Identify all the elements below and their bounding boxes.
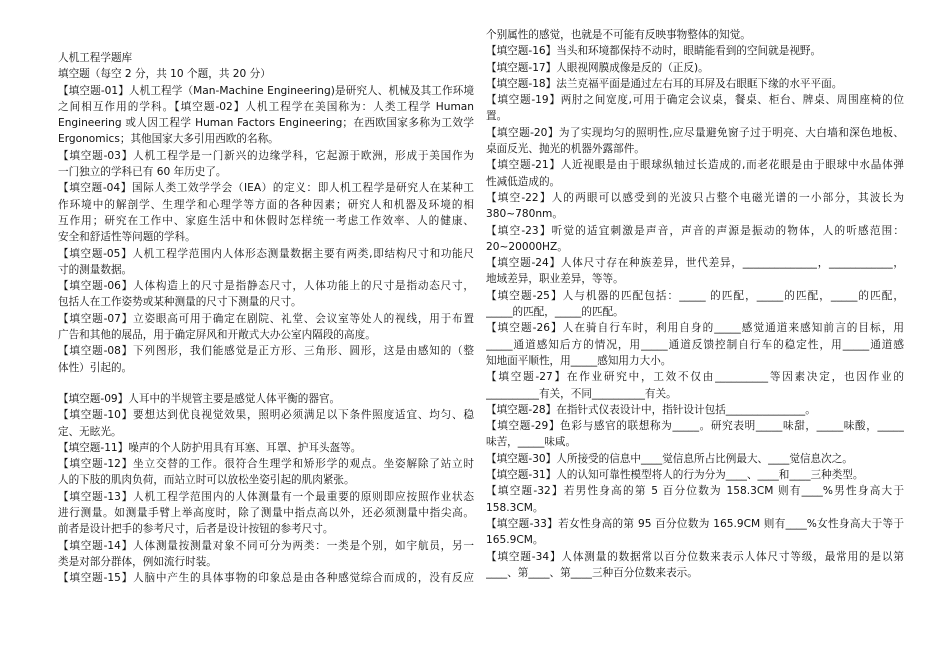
text-line: 【填空题-28】在指针式仪表设计中，指针设计包括_______________。: [486, 403, 816, 416]
text-line: ____、第____、第____三种百分位数来表示。: [486, 566, 698, 579]
text-line: 165.9CM。: [486, 534, 544, 547]
text-line: 【填空题-19】两肘之间宽度,可用于确定会议桌，餐桌、柜台、牌桌、周围座椅的位: [486, 94, 904, 107]
text-line: 【填空题-24】人体尺寸存在种族差异，世代差异，______________，____________，: [486, 257, 904, 270]
text-line: 味苦，_____味咸。: [486, 436, 577, 449]
text-line: 体性）引起的。: [58, 361, 133, 374]
text-line: 【填空题-33】若女性身高的第 95 百分位数为 165.9CM 则有____%女性身高大于等于: [486, 517, 904, 530]
text-line: 【填空题-18】法兰克福平面是通过左右耳的耳屏及右眼眶下缘的水平平面。: [486, 77, 843, 90]
text-line: 【填空题-30】人所接受的信息中____觉信息所占比例最大、____觉信息次之。: [486, 452, 853, 465]
text-line: 性减低造成的。: [486, 175, 561, 188]
text-line: 作环境中的解剖学、生理学和心理学等方面的各种因素；研究人和机器及环境的相: [58, 198, 474, 211]
text-line: 【填空题-16】当头和环境都保持不动时，眼睛能看到的空间就是视野。: [486, 45, 822, 58]
text-line: 【填空题-26】人在骑自行车时，利用自身的_____感觉通道来感知前言的目标，用: [486, 322, 904, 335]
text-line: 人机工程学题库: [58, 52, 133, 64]
right-column: [486, 0, 904, 581]
text-line: 【填空-23】听觉的适宜刺激是声音，声音的声源是振动的物体，人的听感范围：: [486, 224, 904, 237]
text-line: 填空题（每空 2 分，共 10 个题，共 20 分）: [58, 68, 271, 81]
text-line: 【填空题-25】人与机器的匹配包括：_____ 的匹配，_____的匹配，_____的匹配，: [486, 289, 904, 302]
text-line: 【填空题-21】人近视眼是由于眼球纵轴过长造成的,而老花眼是由于眼球中水晶体弹: [486, 159, 904, 172]
text-line: 20~20000HZ。: [486, 240, 568, 253]
text-line: 前者是设计把手的参考尺寸，后者是设计按钮的参考尺寸。: [58, 523, 334, 536]
text-line: 【填空题-11】噪声的个人防护用具有耳塞、耳罩、护耳头盔等。: [58, 441, 362, 454]
text-line: 置。: [486, 110, 508, 123]
text-line: 【填空题-17】人眼视网膜成像是反的（正反)。: [486, 61, 709, 74]
text-line: 【填空题-04】国际人类工效学学会（IEA）的定义：即人机工程学是研究人在某种工: [58, 182, 474, 195]
text-line: 安全和舒适性等问题的学科。: [58, 231, 196, 244]
text-line: 【填空题-01】人机工程学（Man-Machine Engineering)是研究人、机械及其工作环境: [58, 84, 474, 97]
text-line: 人的下肢的肌肉负荷，而站立时可以放松坐姿引起的肌肉紧张。: [58, 474, 355, 487]
text-line: 类是对部分群体，例如流行时装。: [58, 555, 217, 568]
text-line: 一门独立的学科已有 60 年历史了。: [58, 166, 227, 179]
text-line: 个别属性的感觉，也就是不可能有反映事物整体的知觉。: [486, 29, 751, 41]
text-line: 包括人在工作姿势或某种测量的尺寸下测量的尺寸。: [58, 296, 302, 309]
text-line: 广告和其他的展品，用于确定屏风和开敞式大办公室内隔段的高度。: [58, 329, 376, 342]
text-line: 380~780nm。: [486, 208, 563, 221]
text-line: 【填空题-27】在作业研究中，工效不仅由__________等因素决定，也因作业的: [486, 371, 904, 384]
text-line: 【填空题-13】人机工程学范围内的人体测量有一个最重要的原则即应按照作业状态: [58, 490, 474, 503]
text-line: 【填空-22】人的两眼可以感受到的光波只占整个电磁光谱的一小部分，其波长为: [486, 191, 904, 204]
left-column: [58, 0, 474, 587]
text-line: 【填空题-03】人机工程学是一门新兴的边缘学科，它起源于欧洲，形成于美国作为: [58, 149, 474, 162]
text-line: 【填空题-31】人的认知可靠性模型将人的行为分为____、____和____三种类型。: [486, 469, 864, 482]
text-line: 【填空题-08】下列图形，我们能感觉是正方形、三角形、圆形，这是由感知的（整: [58, 345, 474, 358]
text-line: 【填空题-09】人耳中的半规管主要是感觉人体平衡的器官。: [58, 392, 341, 405]
text-line: 【填空题-07】立姿眼高可用于确定在剧院、礼堂、会议室等处人的视线，用于布置: [58, 312, 474, 325]
text-line: 【填空题-32】若男性身高的第 5 百分位数为 158.3CM 则有____%男性身高大于: [486, 485, 904, 498]
paragraph-gap: [58, 376, 474, 391]
text-line: 寸的测量数据。: [58, 263, 133, 276]
text-line: 之间相互作用的学科。【填空题-02】人机工程学在美国称为：人类工程学 Human: [58, 100, 474, 113]
text-line: 【填空题-34】人体测量的数据常以百分位数来表示人体尺寸等级，最常用的是以第: [486, 550, 904, 563]
text-line: __________有关，不同__________有关。: [486, 387, 677, 400]
text-line: 知地面平顺性，用_____感知用力大小。: [486, 354, 672, 367]
text-line: 互作用；研究在工作中、家庭生活中和休假时怎样统一考虑工作效率、人的健康、: [58, 214, 474, 227]
text-line: Ergonomics；其他国家大多引用西欧的名称。: [58, 133, 279, 146]
text-line: 【填空题-12】坐立交替的工作。很符合生理学和矫形学的观点。坐姿解除了站立时: [58, 458, 474, 471]
text-line: 【填空题-15】人脑中产生的具体事物的印象总是由各种感觉综合而成的，没有反应: [58, 572, 474, 585]
text-line: 【填空题-06】人体构造上的尺寸是指静态尺寸，人体功能上的尺寸是指动态尺寸，: [58, 280, 474, 293]
text-line: 地域差异，职业差异，等等。: [486, 273, 624, 286]
text-line: 进行测量。如测量手臂上举高度时，除了测量中指点高以外，还必须测量中指尖高。: [58, 507, 474, 520]
text-line: _____的匹配，_____的匹配。: [486, 306, 624, 319]
text-line: 【填空题-20】为了实现均匀的照明性,应尽量避免窗子过于明亮、大白墙和深色地板、: [486, 126, 904, 139]
text-line: 【填空题-14】人体测量按测量对象不同可分为两类：一类是个别，如宇航员，另一: [58, 539, 474, 552]
text-line: 【填空题-29】色彩与感官的联想称为_____。研究表明_____味甜，_____味酸，_____: [486, 420, 904, 433]
text-line: 定、无眩光。: [58, 425, 122, 438]
text-line: _____通道感知后方的情况，用_____通道反馈控制自行车的稳定性，用_____通道感: [486, 338, 904, 351]
text-line: 158.3CM。: [486, 501, 544, 514]
text-line: 【填空题-10】要想达到优良视觉效果，照明必须满足以下条件照度适宜、均匀、稳: [58, 409, 474, 422]
text-line: 桌面反光、抛光的机器外露部件。: [486, 143, 645, 156]
text-line: 【填空题-05】人机工程学范围内人体形态测量数据主要有两类,即结构尺寸和功能尺: [58, 247, 474, 260]
text-line: Engineering 或人因工程学 Human Factors Engineering；在西欧国家多称为工效学: [58, 117, 474, 130]
